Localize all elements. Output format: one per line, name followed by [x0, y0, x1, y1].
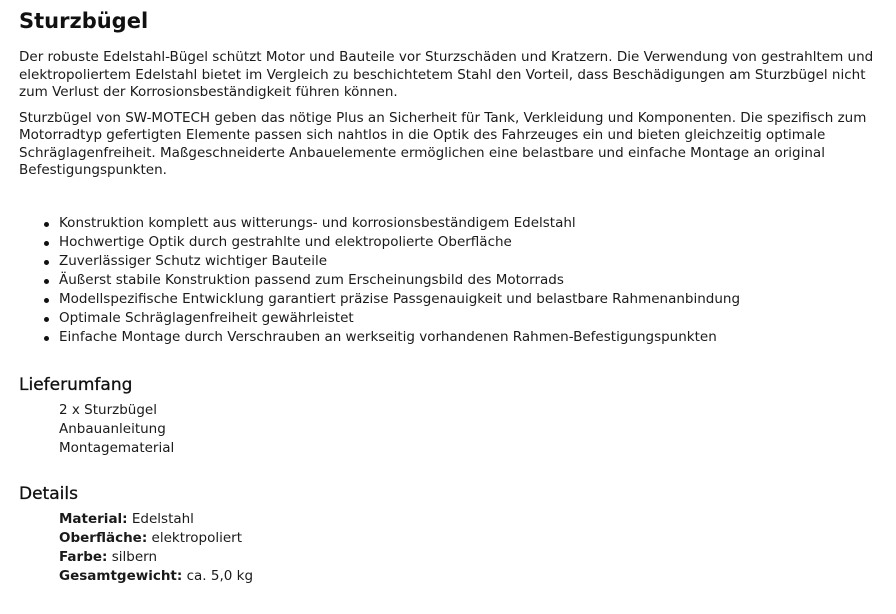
- detail-row-gesamtgewicht: [59, 567, 877, 586]
- lieferumfang-heading: Lieferumfang: [19, 374, 133, 395]
- detail-value: ca. 5,0 kg: [186, 567, 254, 584]
- detail-row-farbe: [59, 548, 877, 567]
- detail-value: elektropoliert: [151, 529, 243, 546]
- detail-label: Gesamtgewicht:: [59, 567, 183, 584]
- detail-label: Material:: [59, 510, 128, 527]
- list-item: Optimale Schräglagenfreiheit gewährleistet: [59, 309, 877, 328]
- detail-row-oberflaeche: [59, 529, 877, 548]
- list-item: Montagematerial: [59, 439, 175, 456]
- list-item: Äußerst stabile Konstruktion passend zum Erscheinungsbild des Motorrads: [59, 271, 877, 290]
- intro-paragraph: Der robuste Edelstahl-Bügel schützt Motor und Bauteile vor Sturzschäden und Kratzern. Die Verwendung von gestrahltem und elektropoliertem Edelstahl bietet im Vergleich zu beschichtetem Stahl den Vorteil, dass Beschädigungen am Sturzbügel nicht zum Verlust der Korrosionsbeständigkeit führen können.: [19, 49, 874, 100]
- list-item: Zuverlässiger Schutz wichtiger Bauteile: [59, 252, 877, 271]
- details-heading: Details: [19, 483, 78, 504]
- feature-list: [19, 214, 877, 347]
- page-title: Sturzbügel: [19, 9, 149, 33]
- description-paragraph: Sturzbügel von SW-MOTECH geben das nötige Plus an Sicherheit für Tank, Verkleidung und Komponenten. Die spezifisch zum Motorradtyp gefertigten Elemente passen sich nahtlos in die Optik des Fahrzeuges ein und bieten gleichzeitig optimale Schräglagenfreiheit. Maßgeschneiderte Anbauelemente ermöglichen eine belastbare und einfache Montage an original Befestigungspunkten.: [19, 109, 867, 178]
- details-list: [19, 510, 877, 586]
- list-item: Hochwertige Optik durch gestrahlte und elektropolierte Oberfläche: [59, 233, 877, 252]
- detail-label: Farbe:: [59, 548, 108, 565]
- detail-value: silbern: [111, 548, 157, 565]
- list-item: Modellspezifische Entwicklung garantiert präzise Passgenauigkeit und belastbare Rahmenanbindung: [59, 290, 877, 309]
- list-item: 2 x Sturzbügel: [59, 401, 157, 418]
- list-item: Anbauanleitung: [59, 420, 166, 437]
- list-item: Einfache Montage durch Verschrauben an werkseitig vorhandenen Rahmen-Befestigungspunkten: [59, 328, 877, 347]
- lieferumfang-list: [19, 401, 877, 458]
- detail-value: Edelstahl: [131, 510, 194, 527]
- list-item: Konstruktion komplett aus witterungs- und korrosionsbeständigem Edelstahl: [59, 214, 877, 233]
- detail-row-material: [59, 510, 877, 529]
- detail-label: Oberfläche:: [59, 529, 148, 546]
